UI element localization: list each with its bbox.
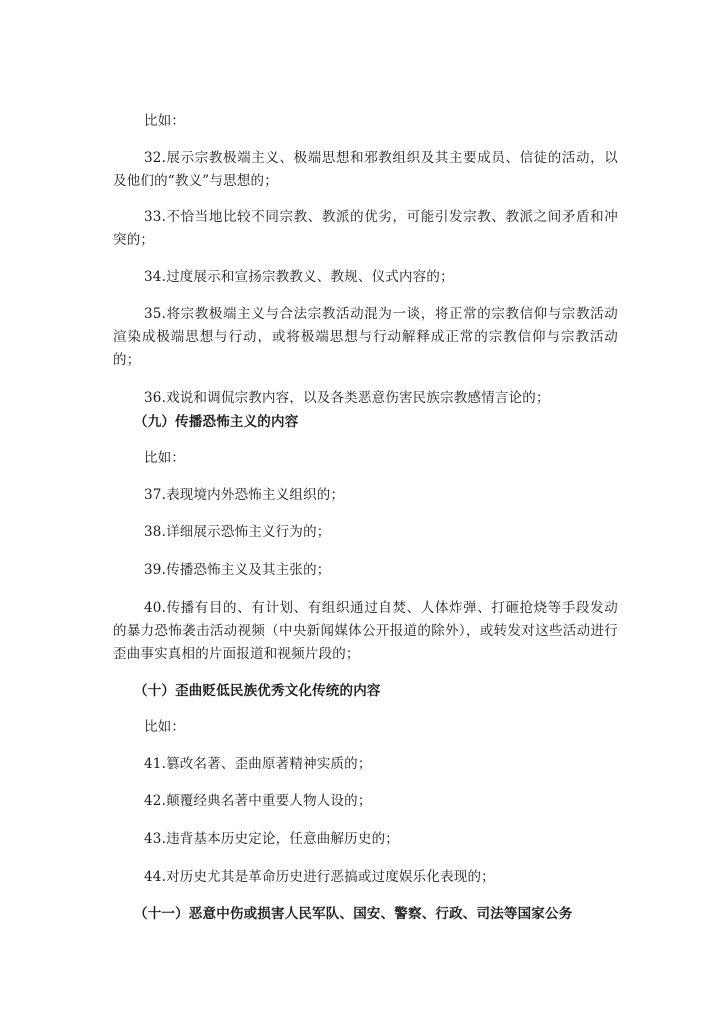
- paragraph-item-32: 32.展示宗教极端主义、极端思想和邪教组织及其主要成员、信徒的活动，以及他们的“教义”与思想的；: [113, 150, 618, 189]
- paragraph-example-intro: 比如：: [144, 113, 186, 129]
- paragraph-item-38: 38.详细展示恐怖主义行为的；: [144, 524, 331, 540]
- section-heading-11: （十一）恶意中伤或损害人民军队、国安、警察、行政、司法等国家公务: [134, 906, 573, 922]
- paragraph-item-41: 41.篡改名著、歪曲原著精神实质的；: [144, 756, 372, 772]
- paragraph-item-36: 36.戏说和调侃宗教内容，以及各类恶意伤害民族宗教感情言论的；: [144, 390, 550, 406]
- paragraph-item-40: 40.传播有目的、有计划、有组织通过自焚、人体炸弹、打砸抢烧等手段发动的暴力恐怖袭击活动视频（中央新闻媒体公开报道的除外），或转发对这些活动进行歪曲事实真相的片面报道和视频片段的；: [113, 600, 618, 662]
- paragraph-item-33: 33.不恰当地比较不同宗教、教派的优劣，可能引发宗教、教派之间矛盾和冲突的；: [113, 209, 618, 248]
- section-heading-10: （十）歪曲贬低民族优秀文化传统的内容: [134, 683, 381, 699]
- section-heading-9: （九）传播恐怖主义的内容: [134, 414, 299, 430]
- paragraph-example-intro-3: 比如：: [144, 719, 186, 735]
- paragraph-item-34: 34.过度展示和宣扬宗教教义、教规、仪式内容的；: [144, 269, 454, 285]
- paragraph-item-42: 42.颠覆经典名著中重要人物人设的；: [144, 793, 372, 809]
- paragraph-item-35: 35.将宗教极端主义与合法宗教活动混为一谈，将正常的宗教信仰与宗教活动渲染成极端思想与行动，或将极端思想与行动解释成正常的宗教信仰与宗教活动的；: [113, 306, 618, 368]
- paragraph-item-43: 43.违背基本历史定论，任意曲解历史的；: [144, 831, 399, 847]
- paragraph-item-39: 39.传播恐怖主义及其主张的；: [144, 562, 331, 578]
- paragraph-example-intro-2: 比如：: [144, 450, 186, 466]
- paragraph-item-44: 44.对历史尤其是革命历史进行恶搞或过度娱乐化表现的；: [144, 869, 495, 885]
- paragraph-item-37: 37.表现境内外恐怖主义组织的；: [144, 487, 345, 503]
